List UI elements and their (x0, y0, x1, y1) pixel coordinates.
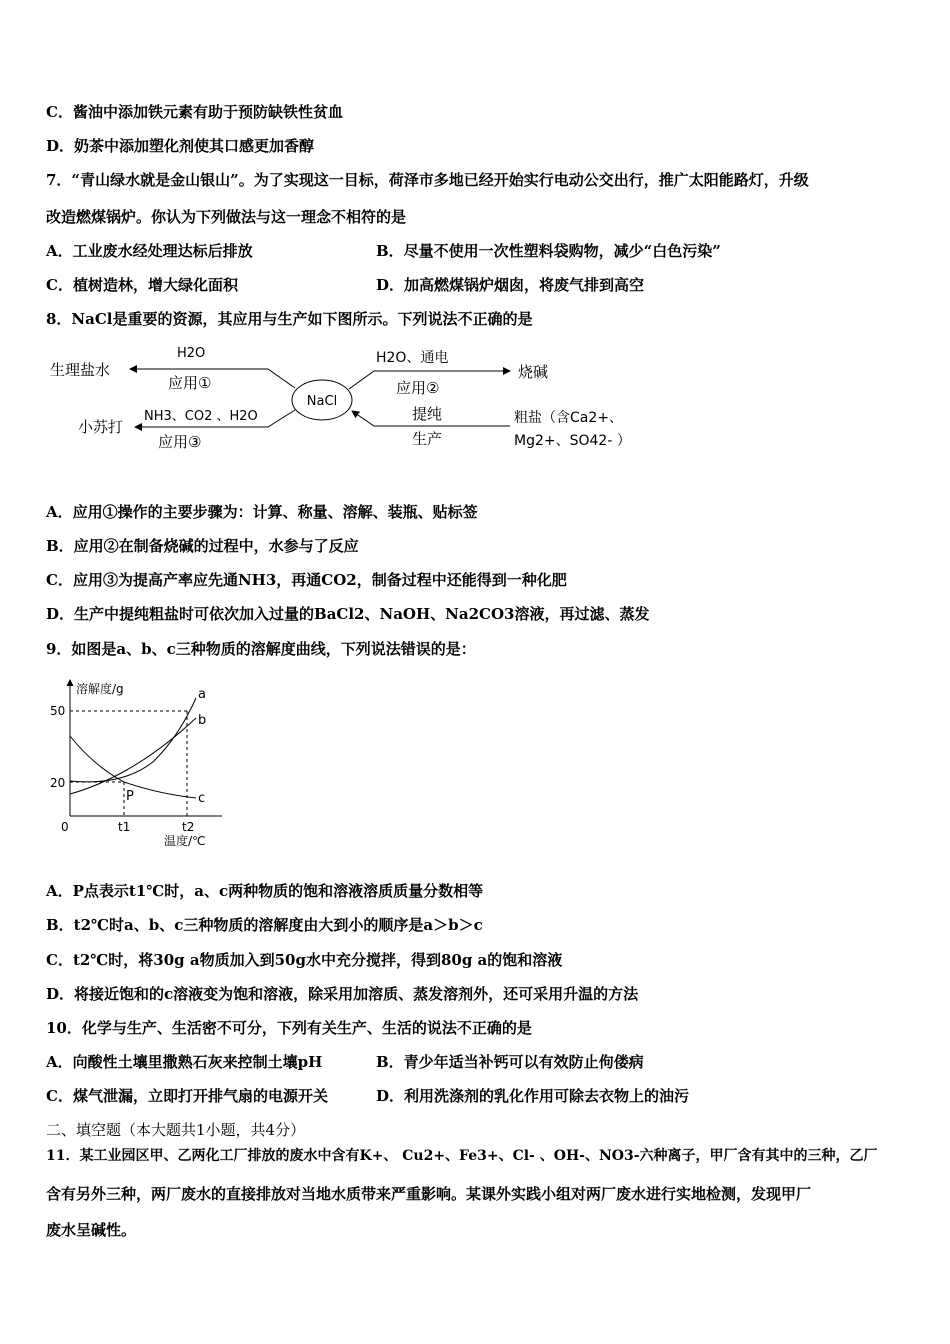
nacl-flow-diagram (40, 338, 660, 458)
q10-option-b: B．青少年适当补钙可以有效防止佝偻病 (376, 1053, 644, 1071)
q7-option-b: B．尽量不使用一次性塑料袋购物，减少“白色污染” (376, 242, 721, 260)
q10-option-a: A．向酸性土壤里撒熟石灰来控制土壤pH (46, 1053, 323, 1071)
label-b: b (198, 713, 207, 728)
q9-option-d: D．将接近饱和的c溶液变为饱和溶液，除采用加溶质、蒸发溶剂外，还可采用升温的方法 (46, 985, 639, 1003)
y-tick-50: 50 (50, 704, 66, 718)
q7-option-d: D．加高燃煤锅炉烟囱，将废气排到高空 (376, 276, 645, 294)
nacl-label: NaCl (306, 394, 338, 409)
y-axis-label: 溶解度/g (76, 682, 124, 696)
q8-option-d: D．生产中提纯粗盐时可依次加入过量的BaCl2、NaOH、Na2CO3溶液，再过滤、蒸发 (46, 605, 650, 623)
q6-option-c: C．酱油中添加铁元素有助于预防缺铁性贫血 (46, 103, 343, 121)
q9-option-a: A．P点表示t1℃时，a、c两种物质的饱和溶液溶质质量分数相等 (46, 882, 484, 900)
q8-option-b: B．应用②在制备烧碱的过程中，水参与了反应 (46, 537, 359, 555)
baking-soda-reagent: NH3、CO2 、H2O (144, 409, 258, 424)
crude-salt-line2: Mg2+、SO42- ） (514, 433, 631, 449)
q7-option-a: A．工业废水经处理达标后排放 (46, 242, 253, 260)
x-axis-label: 温度/℃ (164, 834, 206, 848)
q8-option-c: C．应用③为提高产率应先通NH3，再通CO2，制备过程中还能得到一种化肥 (46, 571, 567, 589)
x-tick-t2: t2 (182, 820, 195, 834)
saline-reagent: H2O (177, 346, 206, 361)
purify-label: 提纯 (412, 405, 443, 423)
crude-salt-line1: 粗盐（含Ca2+、 (514, 410, 623, 426)
electrolysis-reagent: H2O、通电 (376, 350, 449, 366)
label-a: a (198, 687, 206, 702)
label-p: P (126, 789, 134, 804)
saline-label: 生理盐水 (50, 361, 111, 379)
q7-stem-line1: 7．“青山绿水就是金山银山”。为了实现这一目标，荷泽市多地已经开始实行电动公交出行，推广太阳能路灯，升级 (46, 171, 809, 189)
q6-option-d: D．奶茶中添加塑化剂使其口感更加香醇 (46, 137, 315, 155)
arrow-to-saline (130, 369, 295, 388)
q7-option-c: C．植树造林，增大绿化面积 (46, 276, 238, 294)
q7-stem-line2: 改造燃煤锅炉。你认为下列做法与这一理念不相符的是 (46, 208, 407, 226)
q9-option-b: B．t2℃时a、b、c三种物质的溶解度由大到小的顺序是a＞b＞c (46, 916, 483, 934)
use-3-label: 应用③ (158, 433, 202, 451)
q8-stem: 8．NaCl是重要的资源，其应用与生产如下图所示。下列说法不正确的是 (46, 310, 533, 328)
q9-option-c: C．t2℃时，将30g a物质加入到50g水中充分搅拌，得到80g a的饱和溶液 (46, 951, 563, 969)
baking-soda-label: 小苏打 (78, 418, 124, 436)
q11-line3: 废水呈碱性。 (46, 1221, 137, 1239)
caustic-soda-label: 烧碱 (518, 363, 549, 381)
section-2-title: 二、填空题（本大题共1小题，共4分） (46, 1121, 306, 1139)
q11-line1: 11．某工业园区甲、乙两化工厂排放的废水中含有K+、 Cu2+、Fe3+、Cl- 、OH-、NO3-六种离子，甲厂含有其中的三种，乙厂 (46, 1148, 878, 1164)
produce-label: 生产 (412, 430, 443, 448)
q10-option-d: D．利用洗涤剂的乳化作用可除去衣物上的油污 (376, 1087, 690, 1105)
q10-stem: 10．化学与生产、生活密不可分，下列有关生产、生活的说法不正确的是 (46, 1019, 532, 1037)
x-tick-t1: t1 (118, 820, 131, 834)
q8-option-a: A．应用①操作的主要步骤为：计算、称量、溶解、装瓶、贴标签 (46, 503, 478, 521)
q10-option-c: C．煤气泄漏，立即打开排气扇的电源开关 (46, 1087, 328, 1105)
solubility-chart (44, 676, 234, 854)
label-c: c (198, 791, 206, 806)
use-2-label: 应用② (396, 379, 440, 397)
x-tick-0: 0 (61, 820, 69, 834)
y-tick-20: 20 (50, 776, 66, 790)
q9-stem: 9．如图是a、b、c三种物质的溶解度曲线，下列说法错误的是： (46, 640, 476, 658)
use-1-label: 应用① (168, 374, 212, 392)
q11-line2: 含有另外三种，两厂废水的直接排放对当地水质带来严重影响。某课外实践小组对两厂废水进行实地检测，发现甲厂 (46, 1185, 812, 1203)
